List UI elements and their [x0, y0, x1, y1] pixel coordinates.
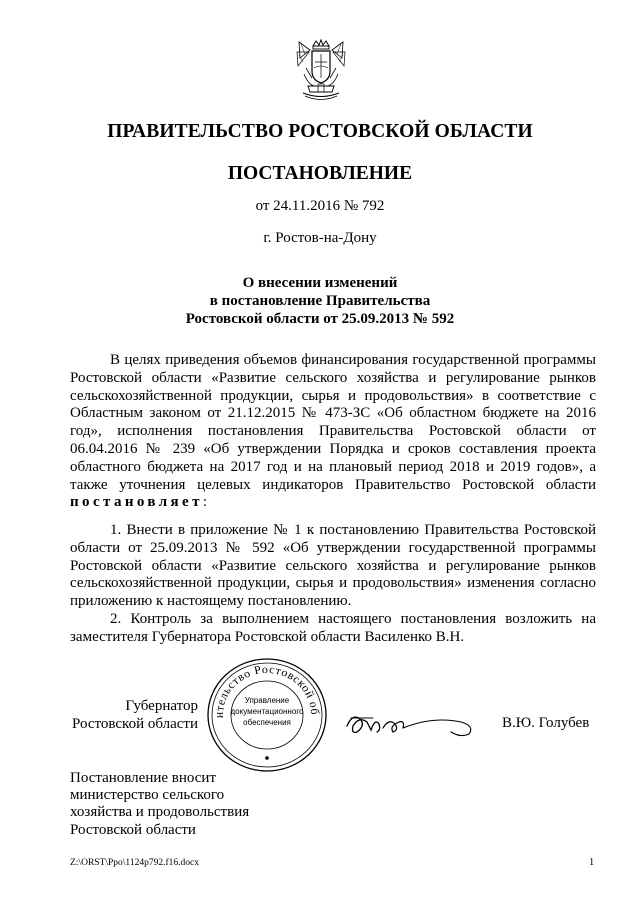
document-date-number: от 24.11.2016 № 792 [255, 198, 385, 214]
preamble-text: В целях приведения объемов финансирования государственной программы Ростовской области «Развитие сельского хозяйства и регулирование рынков сельскохозяйственной продукции, сырья и продовольствия» в соответствие с Областным законом от 21.12.2015 № 473-ЗС «Об областном бюджете на 2016 год», исполнения постановления Правительства Ростовской области от 06.04.2016 № 239 «Об утверждении Порядка и сроков составления проекта областного бюджета на 2017 год и на плановый период 2018 и 2019 годов», а также уточнения целевых индикаторов Правительство Ростовской области [70, 352, 596, 493]
handwritten-signature [343, 706, 483, 742]
introduced-by [70, 770, 249, 839]
decree-colon: : [202, 494, 208, 511]
page-number: 1 [589, 857, 595, 868]
stamp-inner-text: Управление [244, 696, 290, 705]
introduced-by-line: Постановление вносит [70, 770, 217, 786]
subject-line: в постановление Правительства [209, 293, 431, 309]
stamp-outer-text: ительство Ростовской об [211, 662, 323, 719]
subject-line: Ростовской области от 25.09.2013 № 592 [185, 311, 455, 327]
introduced-by-line: Ростовской области [70, 821, 196, 838]
official-stamp [205, 656, 329, 774]
document-type: ПОСТАНОВЛЕНИЕ [227, 163, 413, 184]
coat-of-arms-icon [296, 38, 346, 104]
document-city: г. Ростов-на-Дону [263, 230, 377, 246]
decree-items [70, 522, 596, 647]
signer-name: В.Ю. Голубев [502, 715, 590, 731]
stamp-inner-text: обеспечения [243, 718, 291, 727]
signatory-title [72, 697, 198, 733]
preamble-paragraph [70, 352, 596, 512]
stamp-inner-text: документационного [230, 707, 304, 716]
government-name: ПРАВИТЕЛЬСТВО РОСТОВСКОЙ ОБЛАСТИ [107, 121, 533, 142]
introduced-by-line: министерство сельского [70, 787, 225, 804]
signatory-title-line: Губернатор [125, 698, 198, 714]
signatory-title-line: Ростовской области [72, 716, 198, 732]
decree-item-2: 2. Контроль за выполнением настоящего постановления возложить на заместителя Губернатора Ростовской области Василенко В.Н. [70, 610, 596, 645]
decree-word: постановляет [70, 494, 203, 511]
decree-item-1: 1. Внести в приложение № 1 к постановлению Правительства Ростовской области от 25.09.2013 № 592 «Об утверждении государственной программы Ростовской области «Развитие сельского хозяйства и регулирование рынков сельскохозяйственной продукции, сырья и продовольствия» изменения согласно приложению к настоящему постановлению. [70, 522, 596, 610]
introduced-by-line: хозяйства и продовольствия [70, 804, 250, 821]
footer-file-path: Z:\ORST\Ppo\1124p792.f16.docx [70, 858, 199, 868]
document-subject [0, 274, 640, 328]
subject-line: О внесении изменений [242, 275, 398, 291]
